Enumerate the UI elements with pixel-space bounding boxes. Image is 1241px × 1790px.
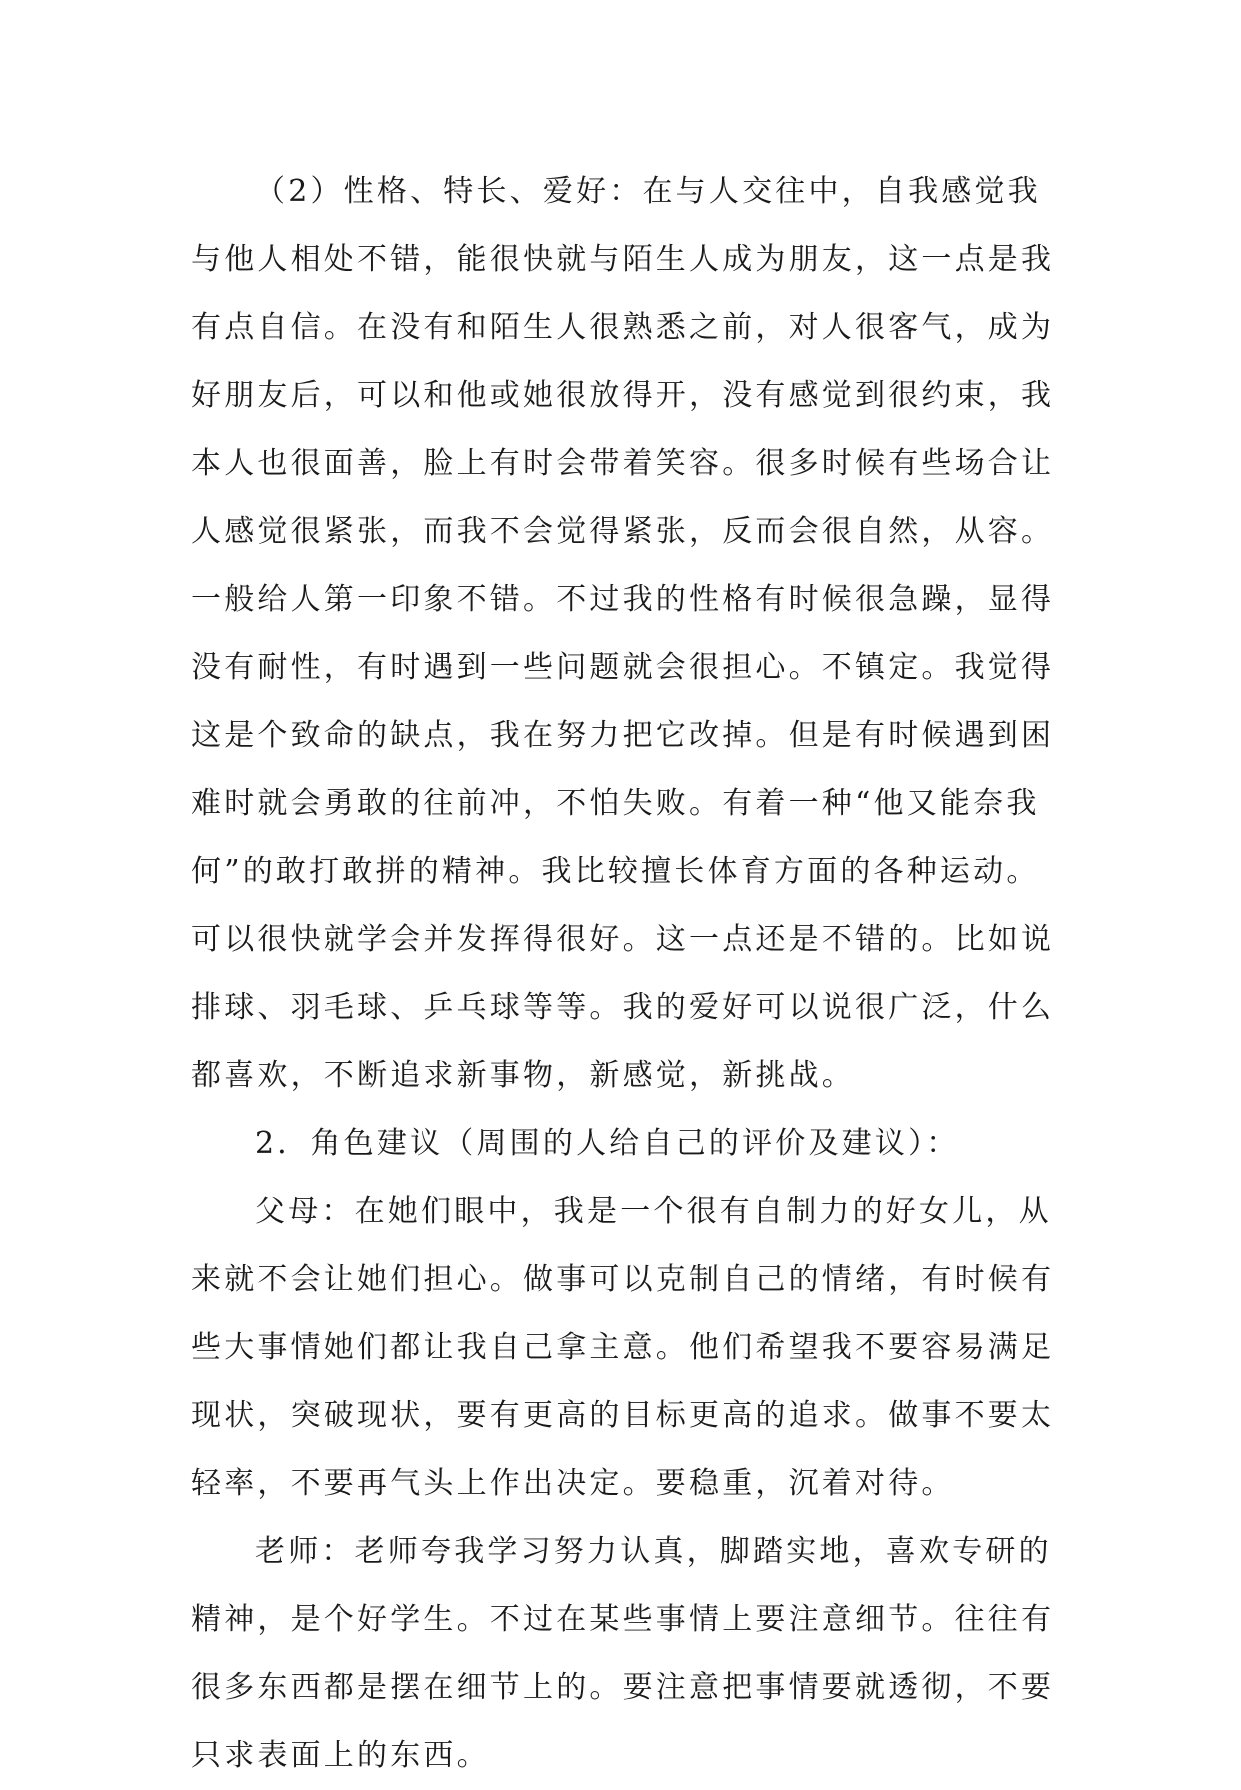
paragraph-line: 老师：老师夸我学习努力认真，脚踏实地，喜欢专研的: [255, 1534, 1052, 1569]
paragraph-line: 排球、羽毛球、乒乓球等等。我的爱好可以说很广泛，什么: [191, 990, 1055, 1025]
paragraph-line: 人感觉很紧张，而我不会觉得紧张，反而会很自然，从容。: [191, 514, 1055, 549]
paragraph-line: 这是个致命的缺点，我在努力把它改掉。但是有时候遇到困: [191, 718, 1055, 753]
paragraph-line: 好朋友后，可以和他或她很放得开，没有感觉到很约束，我: [191, 378, 1055, 413]
paragraph-line: 有点自信。在没有和陌生人很熟悉之前，对人很客气，成为: [191, 310, 1055, 345]
paragraph-line: 没有耐性，有时遇到一些问题就会很担心。不镇定。我觉得: [191, 650, 1055, 685]
paragraph-line: 只求表面上的东西。: [191, 1738, 490, 1773]
paragraph-line: 轻率，不要再气头上作出决定。要稳重，沉着对待。: [191, 1466, 955, 1501]
paragraph-line: 很多东西都是摆在细节上的。要注意把事情要就透彻，不要: [191, 1670, 1055, 1705]
paragraph-line: （2）性格、特长、爱好：在与人交往中，自我感觉我: [255, 174, 1041, 209]
paragraph-line: 精神，是个好学生。不过在某些事情上要注意细节。往往有: [191, 1602, 1055, 1637]
document-body: [191, 158, 1055, 1790]
paragraph-line: 父母：在她们眼中，我是一个很有自制力的好女儿，从: [255, 1194, 1052, 1229]
paragraph-line: 一般给人第一印象不错。不过我的性格有时候很急躁，显得: [191, 582, 1055, 617]
paragraph-line: 些大事情她们都让我自己拿主意。他们希望我不要容易满足: [191, 1330, 1055, 1365]
paragraph-line: 都喜欢，不断追求新事物，新感觉，新挑战。: [191, 1058, 855, 1093]
paragraph-line: 来就不会让她们担心。做事可以克制自己的情绪，有时候有: [191, 1262, 1055, 1297]
paragraph-line: 与他人相处不错，能很快就与陌生人成为朋友，这一点是我: [191, 242, 1055, 277]
section-heading: 2．角色建议（周围的人给自己的评价及建议）：: [255, 1126, 960, 1161]
paragraph-line: 难时就会勇敢的往前冲，不怕失败。有着一种“他又能奈我: [191, 786, 1040, 821]
paragraph-line: 可以很快就学会并发挥得很好。这一点还是不错的。比如说: [191, 922, 1055, 957]
paragraph-line: 何”的敢打敢拼的精神。我比较擅长体育方面的各种运动。: [191, 854, 1040, 889]
paragraph-line: 本人也很面善，脸上有时会带着笑容。很多时候有些场合让: [191, 446, 1055, 481]
paragraph-line: 现状，突破现状，要有更高的目标更高的追求。做事不要太: [191, 1398, 1055, 1433]
